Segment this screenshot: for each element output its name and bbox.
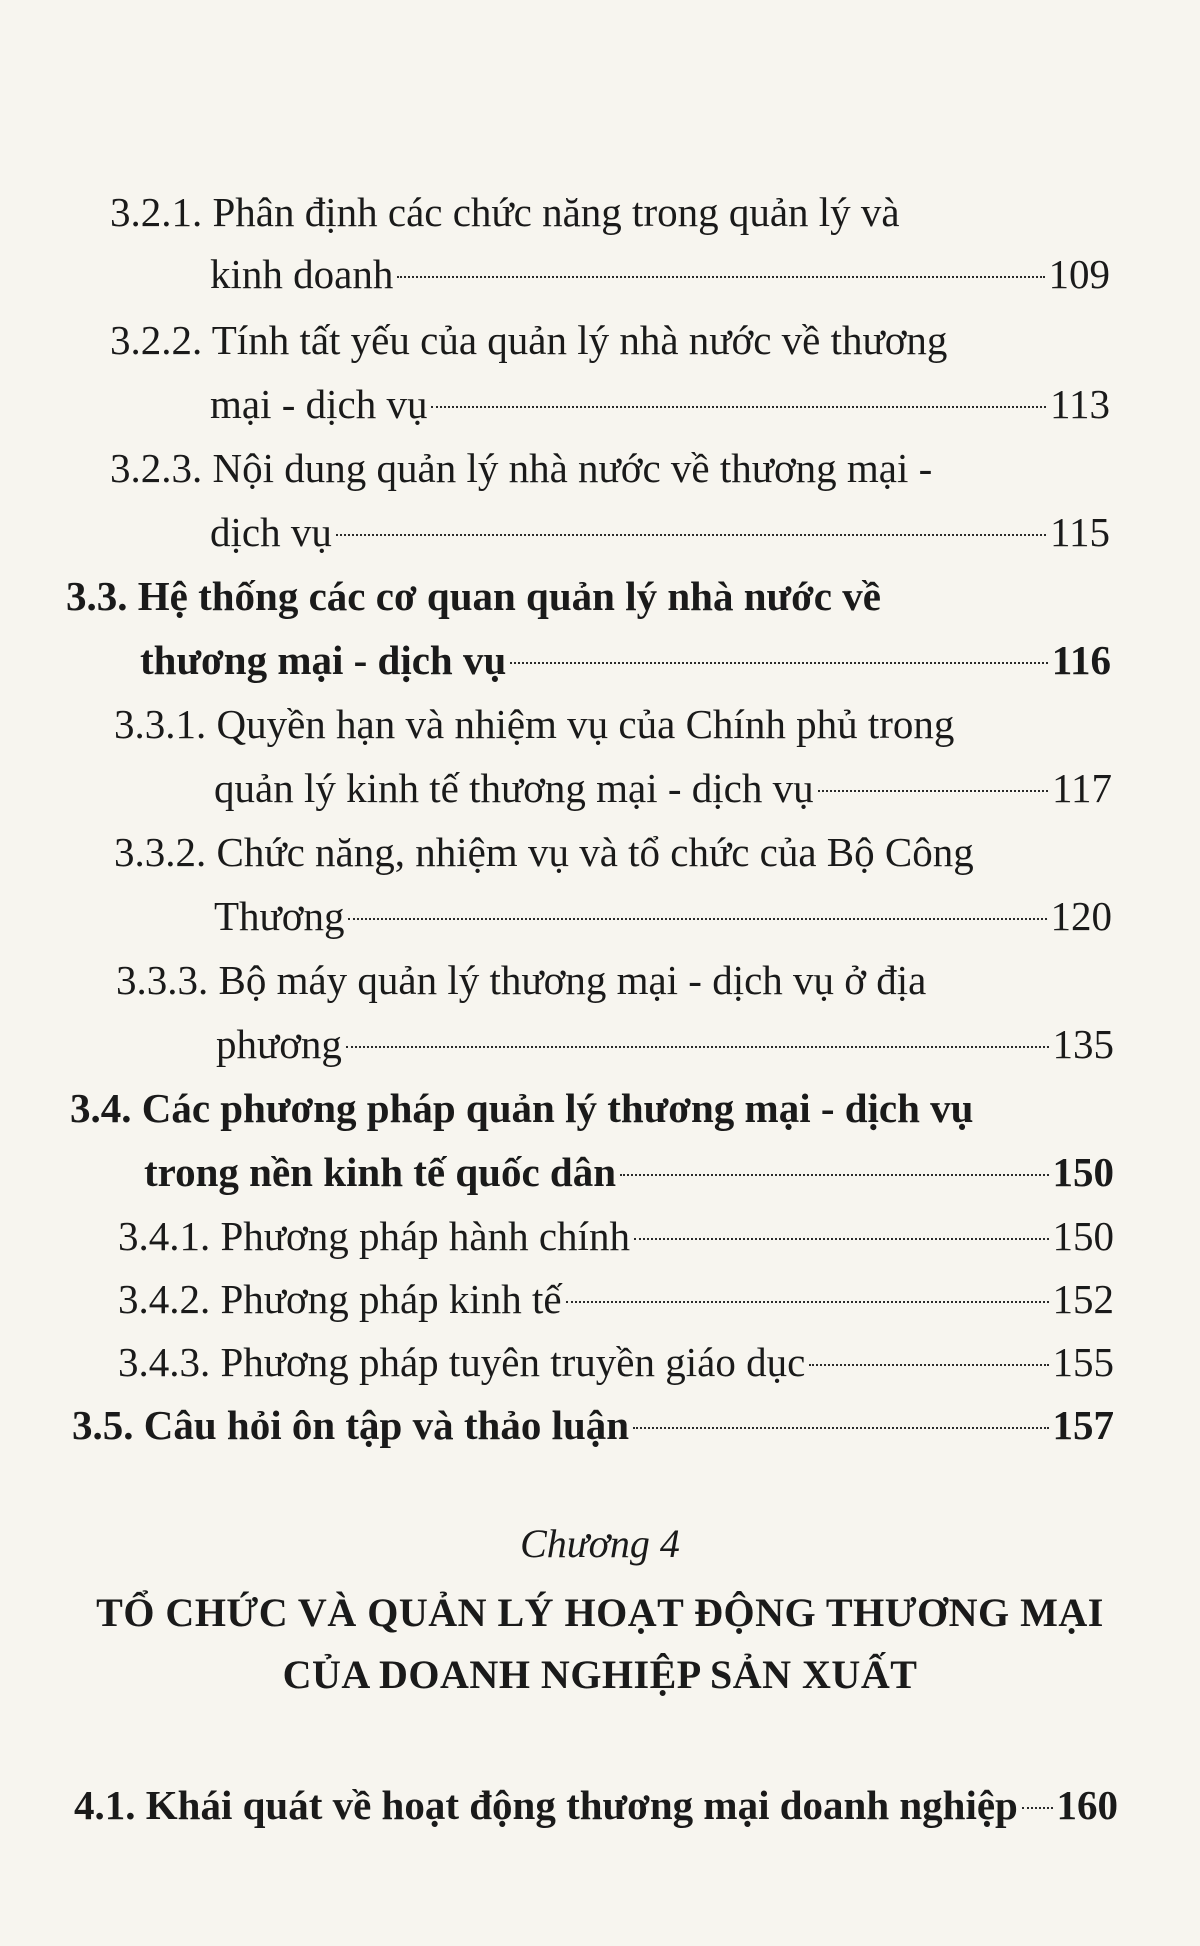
dot-leader <box>348 918 1046 920</box>
page-number: 150 <box>1052 1149 1114 1195</box>
entry-title-line2: trong nền kinh tế quốc dân <box>144 1149 617 1195</box>
page-number: 135 <box>1052 1021 1114 1067</box>
chapter-label: Chương 4 <box>520 1521 680 1566</box>
entry-number: 4.1. <box>74 1782 136 1828</box>
page-number: 113 <box>1050 381 1110 427</box>
toc-entry-3-3 <box>66 564 1111 692</box>
page-number: 160 <box>1056 1782 1118 1828</box>
entry-title-line1: Chức năng, nhiệm vụ và tổ chức của Bộ Công <box>216 829 974 875</box>
page-number: 120 <box>1050 893 1112 939</box>
entry-title: Phương pháp hành chính <box>220 1213 630 1259</box>
dot-leader <box>397 276 1044 278</box>
toc-entry-4-1 <box>74 1773 1118 1837</box>
entry-number: 3.5. <box>72 1402 134 1448</box>
entry-number: 3.2.3. <box>110 445 203 491</box>
toc-entry-3-2-2 <box>110 308 1110 436</box>
entry-title-line2: Thương <box>214 893 345 939</box>
entry-title-line2: dịch vụ <box>210 509 332 555</box>
entry-number: 3.2.2. <box>110 317 203 363</box>
entry-title-line2: thương mại - dịch vụ <box>140 637 507 683</box>
dot-leader <box>510 662 1047 664</box>
toc-entry-3-4 <box>70 1076 1114 1204</box>
toc-entry-3-4-2 <box>118 1267 1114 1331</box>
entry-title-line1: Nội dung quản lý nhà nước về thương mại - <box>212 445 933 491</box>
page-number: 109 <box>1048 251 1110 297</box>
page-number: 150 <box>1052 1213 1114 1259</box>
entry-title-line1: Quyền hạn và nhiệm vụ của Chính phủ trong <box>216 701 955 747</box>
entry-number: 3.3.2. <box>114 829 207 875</box>
chapter-title-line1: TỔ CHỨC VÀ QUẢN LÝ HOẠT ĐỘNG THƯƠNG MẠI <box>96 1590 1104 1635</box>
toc-entry-3-4-1 <box>118 1204 1114 1268</box>
entry-number: 3.4.3. <box>118 1339 211 1385</box>
dot-leader <box>809 1364 1048 1366</box>
dot-leader <box>346 1046 1049 1048</box>
toc-entry-3-2-3 <box>110 436 1110 564</box>
page-number: 117 <box>1052 765 1112 811</box>
toc-entry-3-3-3 <box>116 948 1114 1076</box>
entry-title: Phương pháp kinh tế <box>220 1276 562 1322</box>
dot-leader <box>818 790 1048 792</box>
entry-title: Khái quát về hoạt động thương mại doanh nghiệp <box>145 1782 1018 1828</box>
dot-leader <box>431 406 1046 408</box>
dot-leader <box>634 1238 1049 1240</box>
dot-leader <box>620 1174 1048 1176</box>
entry-title-line1: Tính tất yếu của quản lý nhà nước về thương <box>211 317 948 363</box>
entry-number: 3.4.1. <box>118 1213 211 1259</box>
entry-number: 3.3. <box>66 573 128 619</box>
dot-leader <box>633 1427 1048 1429</box>
entry-number: 3.3.3. <box>116 957 209 1003</box>
chapter-title-line2: CỦA DOANH NGHIỆP SẢN XUẤT <box>282 1652 918 1697</box>
dot-leader <box>336 534 1046 536</box>
entry-title-line1: Bộ máy quản lý thương mại - dịch vụ ở địa <box>218 957 927 1003</box>
entry-title: Phương pháp tuyên truyền giáo dục <box>220 1339 806 1385</box>
entry-title-line2: mại - dịch vụ <box>210 381 428 427</box>
page-number: 115 <box>1050 509 1110 555</box>
toc-entry-3-5 <box>72 1393 1114 1457</box>
page-number: 155 <box>1052 1339 1114 1385</box>
entry-number: 3.2.1. <box>110 189 203 235</box>
toc-entry-3-2-1 <box>110 180 1110 306</box>
entry-number: 3.4.2. <box>118 1276 211 1322</box>
entry-title-line1: Phân định các chức năng trong quản lý và <box>212 189 900 235</box>
entry-title: Câu hỏi ôn tập và thảo luận <box>143 1402 630 1448</box>
toc-entry-3-3-2 <box>114 820 1112 948</box>
entry-title-line2: phương <box>216 1021 342 1067</box>
toc-entry-3-3-1 <box>114 692 1112 820</box>
page-number: 116 <box>1051 637 1111 683</box>
dot-leader <box>566 1301 1049 1303</box>
page-number: 152 <box>1052 1276 1114 1322</box>
dot-leader <box>1022 1807 1053 1809</box>
toc-entry-3-4-3 <box>118 1330 1114 1394</box>
entry-title-line2: kinh doanh <box>210 251 394 297</box>
entry-title-line1: Hệ thống các cơ quan quản lý nhà nước về <box>137 573 881 619</box>
entry-title-line1: Các phương pháp quản lý thương mại - dịch vụ <box>141 1085 974 1131</box>
entry-number: 3.4. <box>70 1085 132 1131</box>
entry-number: 3.3.1. <box>114 701 207 747</box>
page-number: 157 <box>1052 1402 1114 1448</box>
entry-title-line2: quản lý kinh tế thương mại - dịch vụ <box>214 765 814 811</box>
